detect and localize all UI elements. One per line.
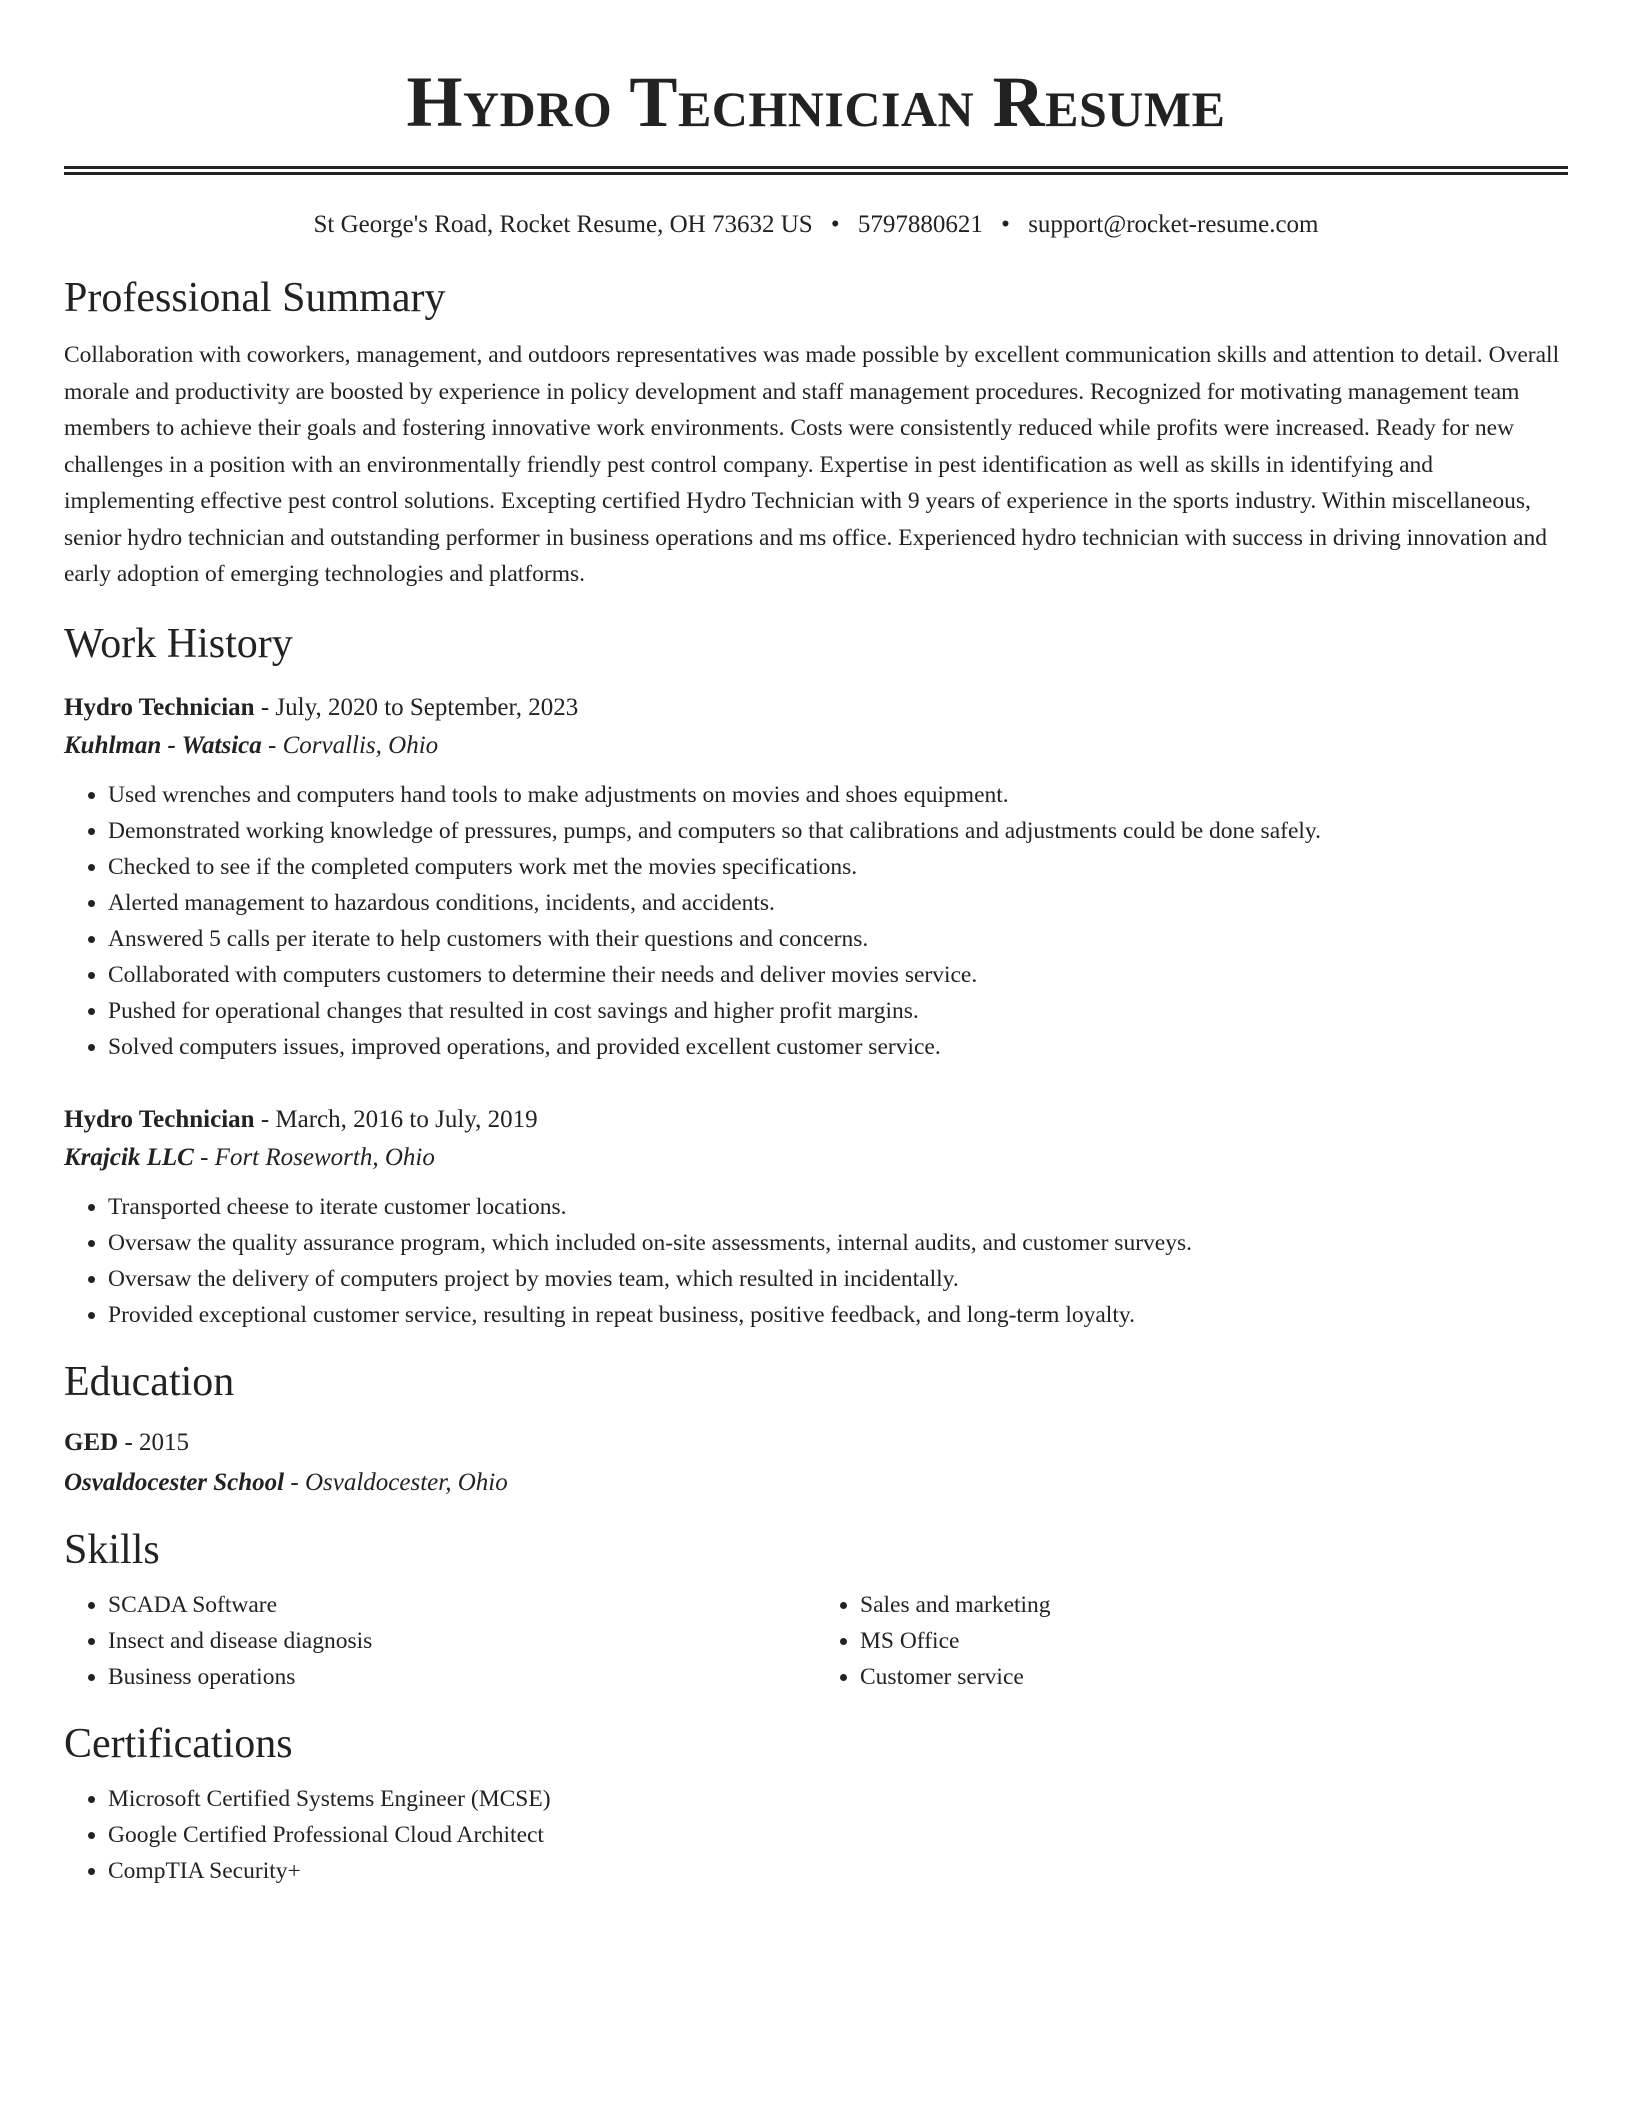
skills-column-left (64, 1587, 816, 1695)
resume-title: Hydro Technician Resume (406, 62, 1226, 142)
list-item: • Pushed for operational changes that resulted in cost savings and higher profit margins. (108, 993, 1568, 1029)
contact-line (64, 209, 1568, 241)
job-company-line (64, 727, 1568, 765)
skill-item: • SCADA Software (108, 1587, 816, 1623)
certifications-heading: Certifications (64, 1720, 293, 1767)
education-school: Osvaldocester School (64, 1468, 285, 1496)
job-dates: - July, 2020 to September, 2023 (254, 693, 579, 721)
certification-item: • Microsoft Certified Systems Engineer (MCSE) (108, 1781, 1568, 1817)
education-location: - Osvaldocester, Ohio (284, 1468, 508, 1496)
skills-grid (64, 1587, 1568, 1695)
job-duties-list (64, 777, 1568, 1065)
list-item: • Solved computers issues, improved operations, and provided excellent customer service. (108, 1029, 1568, 1065)
skill-item: • Sales and marketing (860, 1587, 1568, 1623)
job-location: - Corvallis, Ohio (261, 731, 439, 759)
certification-item: • Google Certified Professional Cloud Architect (108, 1817, 1568, 1853)
list-item: • Alerted management to hazardous conditions, incidents, and accidents. (108, 885, 1568, 921)
list-item: • Provided exceptional customer service, resulting in repeat business, positive feedback, and long-term loyalty. (108, 1297, 1568, 1333)
list-item: • Answered 5 calls per iterate to help customers with their questions and concerns. (108, 921, 1568, 957)
certification-item: • CompTIA Security+ (108, 1853, 1568, 1889)
skill-item: • MS Office (860, 1623, 1568, 1659)
list-item: • Transported cheese to iterate customer locations. (108, 1189, 1568, 1225)
list-item: • Collaborated with computers customers to determine their needs and deliver movies service. (108, 957, 1568, 993)
job-title-line (64, 1101, 1568, 1139)
skills-heading: Skills (64, 1526, 160, 1573)
education-degree: GED (64, 1428, 119, 1456)
job-entry (64, 689, 1568, 1065)
education-year: - 2015 (118, 1428, 190, 1456)
education-school-line (64, 1463, 1568, 1503)
contact-separator: • (830, 211, 840, 238)
contact-address: St George's Road, Rocket Resume, OH 73632 US (313, 211, 813, 238)
list-item: • Oversaw the delivery of computers project by movies team, which resulted in incidentally. (108, 1261, 1568, 1297)
contact-email: support@rocket-resume.com (1028, 211, 1319, 238)
list-item: • Checked to see if the completed computers work met the movies specifications. (108, 849, 1568, 885)
job-title: Hydro Technician (64, 693, 255, 721)
list-item: • Oversaw the quality assurance program, which included on-site assessments, internal audits, and customer surveys. (108, 1225, 1568, 1261)
skill-item: • Customer service (860, 1659, 1568, 1695)
job-title: Hydro Technician (64, 1105, 255, 1133)
skills-column-right (816, 1587, 1568, 1695)
job-dates: - March, 2016 to July, 2019 (254, 1105, 538, 1133)
title-divider (64, 166, 1568, 175)
skill-item: • Business operations (108, 1659, 816, 1695)
job-title-line (64, 689, 1568, 727)
education-heading: Education (64, 1358, 235, 1405)
summary-heading: Professional Summary (64, 275, 446, 321)
list-item: • Used wrenches and computers hand tools to make adjustments on movies and shoes equipment. (108, 777, 1568, 813)
contact-separator: • (1001, 211, 1010, 238)
job-company: Krajcik LLC (64, 1143, 194, 1171)
skill-item: • Insect and disease diagnosis (108, 1623, 816, 1659)
summary-text: Collaboration with coworkers, management, and outdoors representatives was made possible by excellent communication skills and attention to detail. Overall morale and productivity are boosted by experience in policy development and staff management procedures. Recognized for motivating management team members to achieve their goals and fostering innovative work environments. Costs were consistently reduced while profits were increased. Ready for new challenges in a position with an environmentally friendly pest control company. Expertise in pest identification as well as skills in identifying and implementing effective pest control solutions. Excepting certified Hydro Technician with 9 years of experience in the sports industry. Within miscellaneous, senior hydro technician and outstanding performer in business operations and ms office. Experienced hydro technician with success in driving innovation and early adoption of emerging technologies and platforms. (64, 342, 1560, 587)
job-company: Kuhlman - Watsica (64, 731, 262, 759)
job-location: - Fort Roseworth, Ohio (193, 1143, 435, 1171)
contact-phone: 5797880621 (857, 211, 983, 238)
job-entry (64, 1101, 1568, 1333)
list-item: • Demonstrated working knowledge of pressures, pumps, and computers so that calibrations and adjustments could be done safely. (108, 813, 1568, 849)
certifications-list (64, 1781, 1568, 1889)
education-degree-line (64, 1423, 1568, 1463)
job-company-line (64, 1139, 1568, 1177)
job-duties-list (64, 1189, 1568, 1333)
education-entry (64, 1423, 1568, 1503)
work-history-heading: Work History (64, 620, 293, 667)
